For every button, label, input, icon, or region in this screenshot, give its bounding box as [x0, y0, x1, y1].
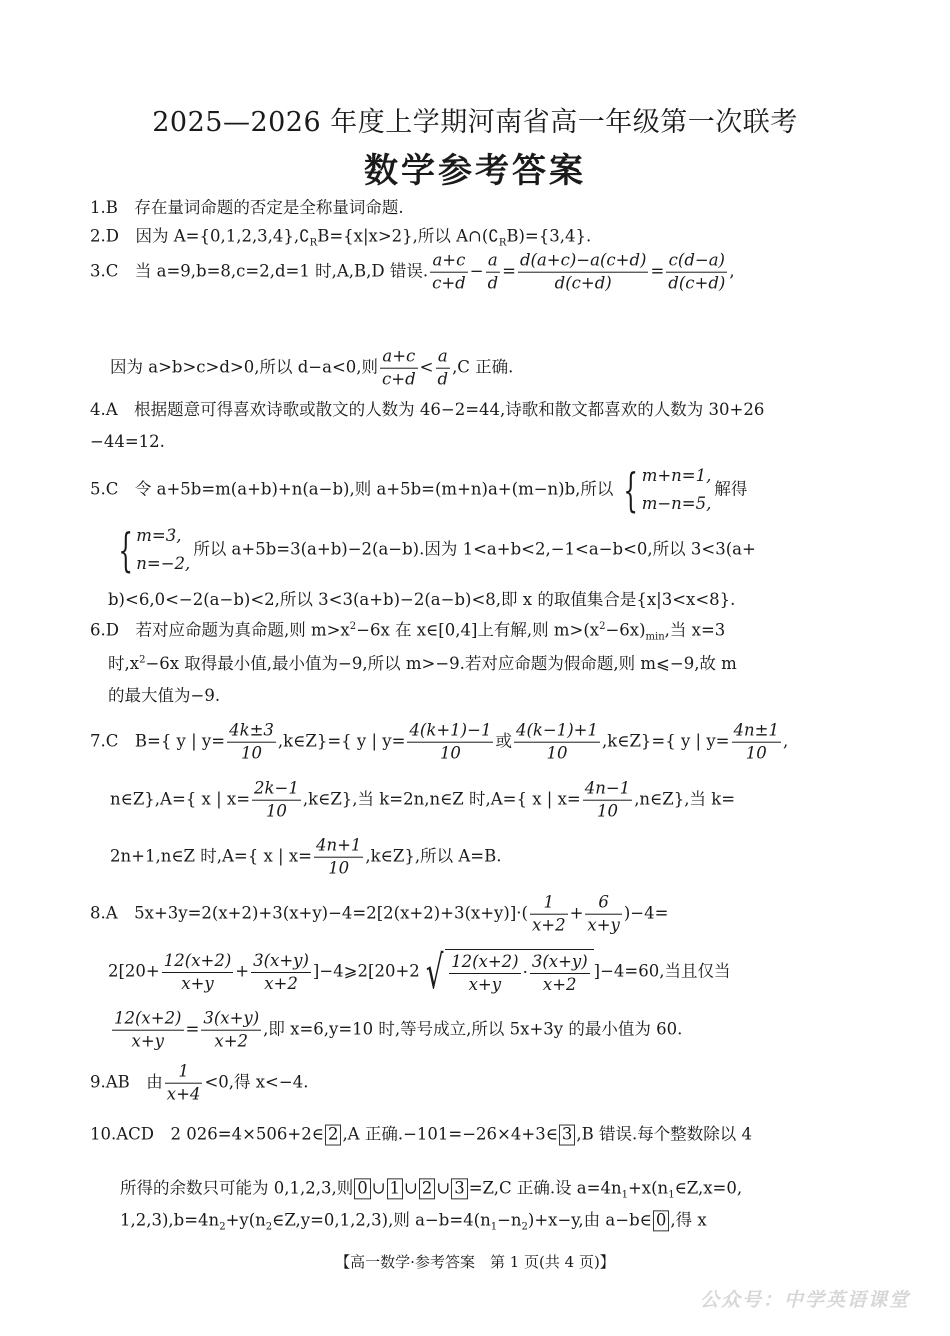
text-run: 时,x	[108, 654, 140, 674]
text-run: −6x 在 x∈[0,4]上有解,则 m>(x	[356, 620, 600, 640]
answer-line	[108, 945, 731, 999]
fraction-denominator: x+y	[468, 974, 502, 994]
text-run: B={x|x>2},所以 A∩(∁	[317, 226, 499, 246]
fraction-denominator: 10	[439, 743, 461, 763]
text-run: 10.ACD 2 026=4×506+2∈	[90, 1124, 324, 1144]
text-run: 因为 a>b>c>d>0,所以 d−a<0,则	[110, 357, 379, 377]
text-run: ,n∈Z},当 k=	[634, 789, 736, 809]
text-run: ,k∈Z}={ y | y=	[601, 731, 730, 751]
fraction	[252, 779, 301, 822]
text-run: ∪	[404, 1178, 418, 1198]
text-run: 所得的余数只可能为 0,1,2,3,则	[120, 1178, 354, 1198]
fraction-numerator: d(a+c)−a(c+d)	[518, 251, 649, 273]
text-run: )−4=	[623, 903, 669, 923]
fraction-numerator: 3(x+y)	[251, 951, 311, 973]
text-run: ,k∈Z},所以 A=B.	[365, 846, 502, 866]
fraction-numerator: 12(x+2)	[449, 952, 521, 974]
text-run: 9.AB 由	[90, 1072, 163, 1092]
fraction-numerator: 4n−1	[583, 779, 632, 801]
text-run: 2[20+	[108, 961, 160, 981]
system-row: n=−2,	[136, 554, 191, 573]
fraction-numerator: 4(k−1)+1	[514, 721, 600, 743]
fraction-numerator: 4(k+1)−1	[407, 721, 493, 743]
subscript: 1	[490, 1221, 498, 1233]
fraction	[162, 951, 234, 994]
answer-line	[110, 347, 513, 390]
fraction	[251, 951, 311, 994]
fraction	[430, 251, 468, 294]
system-row: m−n=5,	[641, 494, 712, 513]
boxed-set: 2	[325, 1125, 342, 1146]
fraction-denominator: x+y	[587, 915, 620, 935]
answer-line	[108, 654, 737, 674]
square-root	[420, 945, 594, 999]
fraction	[112, 1009, 184, 1052]
text-run: ,	[782, 731, 789, 751]
text-run: ,k∈Z},当 k=2n,n∈Z 时,A={ x | x=	[302, 789, 581, 809]
fraction-denominator: 10	[745, 743, 767, 763]
text-run: =	[650, 261, 665, 281]
system-row: m+n=1,	[641, 465, 712, 485]
text-run: 6.D 若对应命题为真命题,则 m>x	[90, 620, 350, 640]
page-footer: 【高一数学·参考答案 第 1 页(共 4 页)】	[335, 1253, 615, 1271]
fraction	[583, 779, 632, 822]
fraction	[514, 721, 600, 764]
fraction	[486, 251, 501, 294]
fraction	[530, 952, 590, 995]
answer-line	[90, 893, 668, 936]
system-rows	[136, 522, 190, 578]
text-run: 2n+1,n∈Z 时,A={ x | x=	[110, 846, 312, 866]
answer-line	[108, 590, 735, 610]
fraction	[380, 347, 418, 390]
fraction-denominator: 10	[596, 801, 618, 821]
text-run: )+x−y,由 a−b∈	[527, 1210, 652, 1230]
fraction	[227, 721, 276, 764]
fraction-denominator: x+2	[214, 1031, 249, 1051]
fraction-denominator: d	[487, 273, 499, 293]
text-run: =Z,C 正确.设 a=4n	[468, 1178, 622, 1198]
subscript: 1	[668, 1189, 675, 1201]
text-run: 或	[495, 731, 512, 751]
fraction	[201, 1009, 261, 1052]
superscript: 2	[139, 654, 146, 666]
fraction	[732, 721, 781, 764]
boxed-set: 3	[451, 1178, 468, 1199]
answer-line	[90, 462, 747, 518]
text-run: ,k∈Z}={ y | y=	[277, 731, 406, 751]
fraction	[518, 251, 649, 294]
superscript: 2	[349, 620, 357, 632]
text-run: 8.A 5x+3y=2(x+2)+3(x+y)−4=2[2(x+2)+3(x+y)]·(	[90, 903, 528, 923]
system-rows	[642, 462, 712, 518]
text-run: =	[502, 261, 516, 281]
left-brace-icon: {	[623, 463, 639, 517]
fraction-denominator: c+d	[432, 273, 466, 293]
text-run: +	[235, 961, 250, 981]
subscript: R	[309, 237, 318, 249]
text-run: −44=12.	[90, 432, 165, 452]
document-subtitle: 数学参考答案	[364, 151, 586, 191]
document-title: 2025—2026 年度上学期河南省高一年级第一次联考	[152, 107, 798, 138]
subscript: 2	[521, 1221, 528, 1233]
fraction-numerator: 4k±3	[227, 721, 276, 743]
equation-system	[616, 462, 711, 518]
text-run: <	[419, 357, 434, 377]
answer-line	[90, 721, 788, 764]
answer-line	[90, 620, 725, 643]
text-run: +x(n	[627, 1178, 669, 1198]
subscript: 2	[265, 1221, 273, 1233]
text-run: ,当 x=3	[664, 620, 726, 640]
radicand	[445, 949, 594, 995]
fraction-numerator: a+c	[380, 347, 418, 369]
fraction-denominator: d(c+d)	[668, 273, 726, 293]
fraction-numerator: 12(x+2)	[162, 951, 234, 973]
fraction-denominator: x+y	[181, 973, 214, 993]
fraction-numerator: 1	[165, 1062, 203, 1084]
text-run: ∈Z,y=0,1,2,3),则 a−b=4(n	[272, 1210, 491, 1230]
fraction-denominator: x+2	[542, 974, 577, 994]
answer-line	[90, 432, 165, 452]
answer-line	[90, 1125, 752, 1146]
text-run: b)<6,0<−2(a−b)<2,所以 3<3(a+b)−2(a−b)<8,即 x 的取值集合是{x|3<x<8}.	[108, 590, 736, 610]
text-run: 1,2,3),b=4n	[120, 1210, 220, 1230]
fraction-numerator: 12(x+2)	[112, 1009, 184, 1031]
fraction-numerator: 1	[530, 893, 568, 915]
boxed-set: 0	[653, 1210, 670, 1231]
answer-line	[120, 1178, 742, 1201]
text-run: 所以 a+5b=3(a+b)−2(a−b).因为 1<a+b<2,−1<a−b<0,所以 3<3(a+	[193, 539, 756, 559]
fraction-numerator: 6	[585, 893, 621, 915]
fraction-numerator: 4n+1	[314, 836, 363, 858]
fraction-numerator: 2k−1	[252, 779, 301, 801]
answer-line	[110, 836, 501, 879]
text-run: ,B 错误.每个整数除以 4	[576, 1124, 753, 1144]
text-run: ,得 x	[670, 1210, 707, 1230]
answer-line	[90, 226, 591, 249]
text-run: B)={3,4}.	[506, 226, 592, 246]
text-run: n∈Z},A={ x | x=	[110, 789, 251, 809]
answer-line	[90, 400, 764, 420]
fraction	[530, 893, 568, 936]
text-run: ·	[522, 962, 528, 982]
fraction-numerator: a	[436, 347, 451, 369]
text-run: 5.C 令 a+5b=m(a+b)+n(a−b),则 a+5b=(m+n)a+(m−n)b,所以	[90, 479, 614, 499]
text-run: ,	[729, 261, 735, 281]
text-run: +y(n	[225, 1210, 266, 1230]
boxed-set: 2	[419, 1178, 436, 1199]
fraction-numerator: 3(x+y)	[201, 1009, 261, 1031]
superscript: 2	[599, 620, 606, 632]
equation-system	[111, 522, 190, 578]
fraction-denominator: x+2	[531, 915, 566, 935]
fraction-denominator: 10	[265, 801, 287, 821]
left-brace-icon: {	[118, 523, 133, 577]
answer-line	[110, 779, 735, 822]
text-run: 7.C B={ y | y=	[90, 731, 226, 751]
answer-line	[108, 686, 220, 706]
text-run: =	[185, 1019, 200, 1039]
boxed-set: 0	[354, 1178, 371, 1199]
text-run: −n	[497, 1210, 522, 1230]
text-run: −	[469, 261, 484, 281]
fraction	[407, 721, 493, 764]
text-run: ]−4⩾2[20+2	[312, 961, 420, 981]
subscript: 1	[621, 1189, 628, 1201]
fraction-numerator: a+c	[430, 251, 468, 273]
answer-line	[110, 1009, 682, 1052]
fraction	[585, 893, 621, 936]
fraction-denominator: x+y	[131, 1031, 164, 1051]
fraction-denominator: x+4	[166, 1084, 201, 1104]
text-run: ∪	[371, 1178, 386, 1198]
fraction	[449, 952, 521, 995]
text-run: 解得	[714, 479, 748, 499]
answer-line	[108, 522, 756, 578]
fraction-denominator: x+2	[264, 973, 298, 993]
fraction-numerator: 3(x+y)	[530, 952, 590, 974]
text-run: ,即 x=6,y=10 时,等号成立,所以 5x+3y 的最小值为 60.	[263, 1019, 683, 1039]
subscript: 2	[219, 1221, 226, 1233]
radical-icon: √	[425, 945, 444, 999]
text-run: 2.D 因为 A={0,1,2,3,4},∁	[90, 226, 310, 246]
fraction-denominator: c+d	[382, 369, 416, 389]
fraction-numerator: 4n±1	[732, 721, 781, 743]
fraction	[314, 836, 363, 879]
text-run: ,C 正确.	[452, 357, 514, 377]
answer-line	[90, 198, 404, 218]
answer-line	[120, 1210, 707, 1233]
system-row: m=3,	[136, 525, 182, 545]
answer-line	[90, 251, 735, 294]
text-run: 4.A 根据题意可得喜欢诗歌或散文的人数为 46−2=44,诗歌和散文都喜欢的人数为 30+26	[90, 400, 765, 420]
text-run: ∈Z,x=0,	[674, 1178, 743, 1198]
fraction	[436, 347, 451, 390]
text-run: 3.C 当 a=9,b=8,c=2,d=1 时,A,B,D 错误.	[90, 261, 429, 281]
fraction-denominator: d(c+d)	[554, 273, 612, 293]
text-run: 1.B 存在量词命题的否定是全称量词命题.	[90, 198, 404, 218]
fraction-numerator: c(d−a)	[666, 251, 727, 273]
subscript: min	[645, 631, 665, 643]
text-run: −6x 取得最小值,最小值为−9,所以 m>−9.若对应命题为假命题,则 m⩽−9,故 m	[145, 654, 737, 674]
boxed-set: 3	[559, 1125, 576, 1146]
fraction-denominator: d	[437, 369, 449, 389]
text-run: ∪	[436, 1178, 451, 1198]
fraction	[165, 1062, 203, 1105]
text-run: ,A 正确.−101=−26×4+3∈	[342, 1124, 558, 1144]
fraction	[666, 251, 727, 294]
text-run: 的最大值为−9.	[108, 686, 221, 706]
answer-line	[90, 1062, 308, 1105]
text-run: <0,得 x<−4.	[204, 1072, 309, 1092]
fraction-numerator: a	[486, 251, 501, 273]
boxed-set: 1	[387, 1178, 404, 1199]
text-run: −6x)	[605, 620, 646, 640]
fraction-denominator: 10	[546, 743, 568, 763]
fraction-denominator: 10	[328, 858, 350, 878]
watermark: 公众号：中学英语课堂	[700, 1289, 911, 1311]
text-run: ]−4=60,当且仅当	[593, 961, 731, 981]
subscript: R	[498, 237, 507, 249]
fraction-denominator: 10	[240, 743, 262, 763]
text-run: +	[569, 903, 584, 923]
